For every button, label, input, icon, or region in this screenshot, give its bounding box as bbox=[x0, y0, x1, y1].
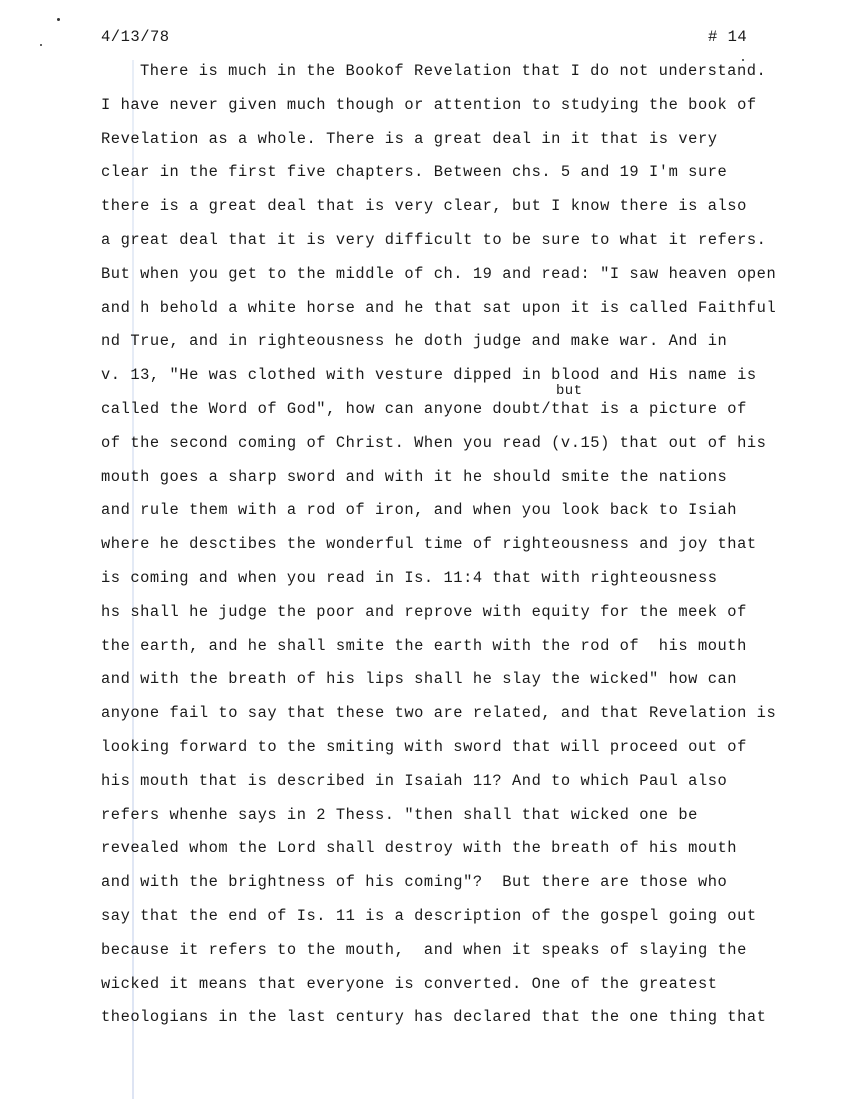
text-line: There is much in the Bookof Revelation that I do not understand. bbox=[140, 62, 767, 80]
text-line: nd True, and in righteousness he doth judge and make war. And in bbox=[101, 332, 728, 351]
text-line: But when you get to the middle of ch. 19 and read: "I saw heaven open bbox=[101, 264, 777, 283]
text-line: a great deal that it is very difficult to be sure to what it refers. bbox=[101, 231, 767, 249]
text-line: and with the breath of his lips shall he slay the wicked" how can bbox=[101, 670, 738, 689]
text-line: there is a great deal that is very clear, but I know there is also bbox=[101, 197, 747, 216]
text-line: anyone fail to say that these two are related, and that Revelation is bbox=[101, 704, 777, 723]
text-line: his mouth that is described in Isaiah 11? And to which Paul also bbox=[101, 771, 728, 790]
text-line: because it refers to the mouth, and when it speaks of slaying the bbox=[101, 940, 747, 959]
text-line: looking forward to the smiting with sword that will proceed out of bbox=[101, 738, 747, 756]
text-line: is coming and when you read in Is. 11:4 that with righteousness bbox=[101, 569, 718, 587]
text-line: mouth goes a sharp sword and with it he should smite the nations bbox=[101, 467, 728, 486]
interlinear-insert: but bbox=[556, 383, 583, 399]
ink-speck bbox=[742, 59, 744, 61]
page-date: 4/13/78 bbox=[101, 28, 170, 46]
text-line: revealed whom the Lord shall destroy with the breath of his mouth bbox=[101, 839, 738, 858]
text-line: theologians in the last century has declared that the one thing that bbox=[101, 1008, 767, 1027]
text-line: the earth, and he shall smite the earth with the rod of his mouth bbox=[101, 636, 747, 655]
text-line: and h behold a white horse and he that sat upon it is called Faithful bbox=[101, 298, 777, 317]
text-line: I have never given much though or attention to studying the book of bbox=[101, 95, 757, 114]
text-line: v. 13, "He was clothed with vesture dipped in blood and His name is bbox=[101, 366, 757, 385]
text-line: hs shall he judge the poor and reprove with equity for the meek of bbox=[101, 602, 747, 621]
ink-speck bbox=[40, 44, 42, 46]
text-line: where he desctibes the wonderful time of righteousness and joy that bbox=[101, 535, 757, 554]
ink-speck bbox=[57, 18, 60, 21]
page-number: # 14 bbox=[708, 28, 748, 46]
text-line: refers whenhe says in 2 Thess. "then shall that wicked one be bbox=[101, 805, 698, 824]
text-line: Revelation as a whole. There is a great deal in it that is very bbox=[101, 129, 718, 148]
text-line: and rule them with a rod of iron, and when you look back to Isiah bbox=[101, 501, 738, 520]
text-line: of the second coming of Christ. When you read (v.15) that out of his bbox=[101, 433, 767, 452]
text-line: and with the brightness of his coming"? But there are those who bbox=[101, 873, 728, 892]
text-line: say that the end of Is. 11 is a description of the gospel going out bbox=[101, 907, 757, 925]
text-line: wicked it means that everyone is converted. One of the greatest bbox=[101, 974, 718, 993]
text-line: called the Word of God", how can anyone doubt/that is a picture of bbox=[101, 400, 747, 418]
text-line: clear in the first five chapters. Between chs. 5 and 19 I'm sure bbox=[101, 163, 728, 182]
